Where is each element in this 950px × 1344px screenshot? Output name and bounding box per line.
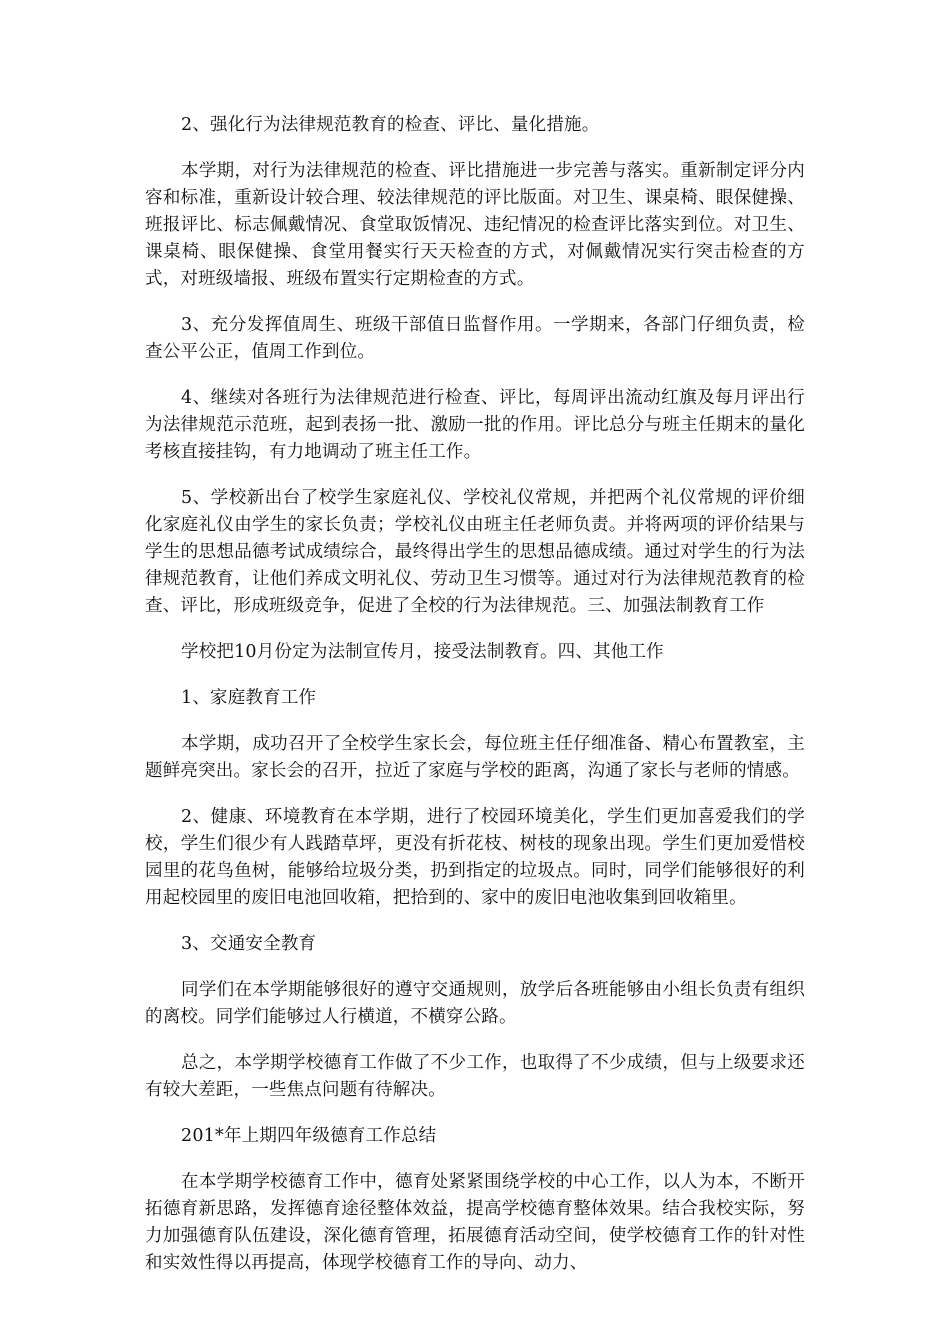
paragraph-environment-education: 2、健康、环境教育在本学期，进行了校园环境美化，学生们更加喜爱我们的学校，学生们很少有人践踏草坪，更没有折花枝、树枝的现象出现。学生们更加爱惜校园里的花鸟鱼树，能够给垃圾分类，扔到指定的垃圾点。同时，同学们能够很好的利用起校园里的废旧电池回收箱，把拾到的、家中的废旧电池收集到回收箱里。 (145, 807, 805, 908)
paragraph-traffic-rules: 同学们在本学期能够很好的遵守交通规则，放学后各班能够由小组长负责有组织的离校。同学们能够过人行横道，不横穿公路。 (145, 980, 805, 1027)
paragraph-legal-month: 学校把10月份定为法制宣传月，接受法制教育。四、其他工作 (181, 642, 664, 662)
paragraph-family-education-heading: 1、家庭教育工作 (181, 688, 317, 708)
paragraph-parent-meeting: 本学期，成功召开了全校学生家长会，每位班主任仔细准备、精心布置教室，主题鲜亮突出。家长会的召开，拉近了家庭与学校的距离，沟通了家长与老师的情感。 (145, 734, 805, 781)
paragraph-item-3: 3、充分发挥值周生、班级干部值日监督作用。一学期来，各部门仔细负责，检查公平公正，值周工作到位。 (145, 315, 805, 362)
paragraph-report-title: 201*年上期四年级德育工作总结 (181, 1126, 437, 1146)
paragraph-report-intro: 在本学期学校德育工作中，德育处紧紧围绕学校的中心工作，以人为本，不断开拓德育新思路，发挥德育途径整体效益，提高学校德育整体效果。结合我校实际，努力加强德育队伍建设，深化德育管理，拓展德育活动空间，使学校德育工作的针对性和实效性得以再提高，体现学校德育工作的导向、动力、 (145, 1172, 805, 1273)
paragraph-item-4: 4、继续对各班行为法律规范进行检查、评比，每周评出流动红旗及每月评出行为法律规范示范班，起到表扬一批、激励一批的作用。评比总分与班主任期末的量化考核直接挂钩，有力地调动了班主任工作。 (145, 388, 805, 462)
paragraph-traffic-safety-heading: 3、交通安全教育 (181, 934, 317, 954)
document-body (145, 112, 805, 1296)
paragraph-inspection-measures: 本学期，对行为法律规范的检查、评比措施进一步完善与落实。重新制定评分内容和标准，重新设计较合理、较法律规范的评比版面。对卫生、课桌椅、眼保健操、班报评比、标志佩戴情况、食堂取饭情况、违纪情况的检查评比落实到位。对卫生、课桌椅、眼保健操、食堂用餐实行天天检查的方式，对佩戴情况实行突击检查的方式，对班级墙报、班级布置实行定期检查的方式。 (145, 161, 805, 289)
paragraph-item-5: 5、学校新出台了校学生家庭礼仪、学校礼仪常规，并把两个礼仪常规的评价细化家庭礼仪由学生的家长负责；学校礼仪由班主任老师负责。并将两项的评价结果与学生的思想品德考试成绩综合，最终得出学生的思想品德成绩。通过对学生的行为法律规范教育，让他们养成文明礼仪、劳动卫生习惯等。通过对行为法律规范教育的检查、评比，形成班级竞争，促进了全校的行为法律规范。三、加强法制教育工作 (145, 488, 805, 616)
paragraph-summary: 总之，本学期学校德育工作做了不少工作，也取得了不少成绩，但与上级要求还有较大差距，一些焦点问题有待解决。 (145, 1053, 805, 1100)
paragraph-item-2-heading: 2、强化行为法律规范教育的检查、评比、量化措施。 (181, 115, 600, 135)
